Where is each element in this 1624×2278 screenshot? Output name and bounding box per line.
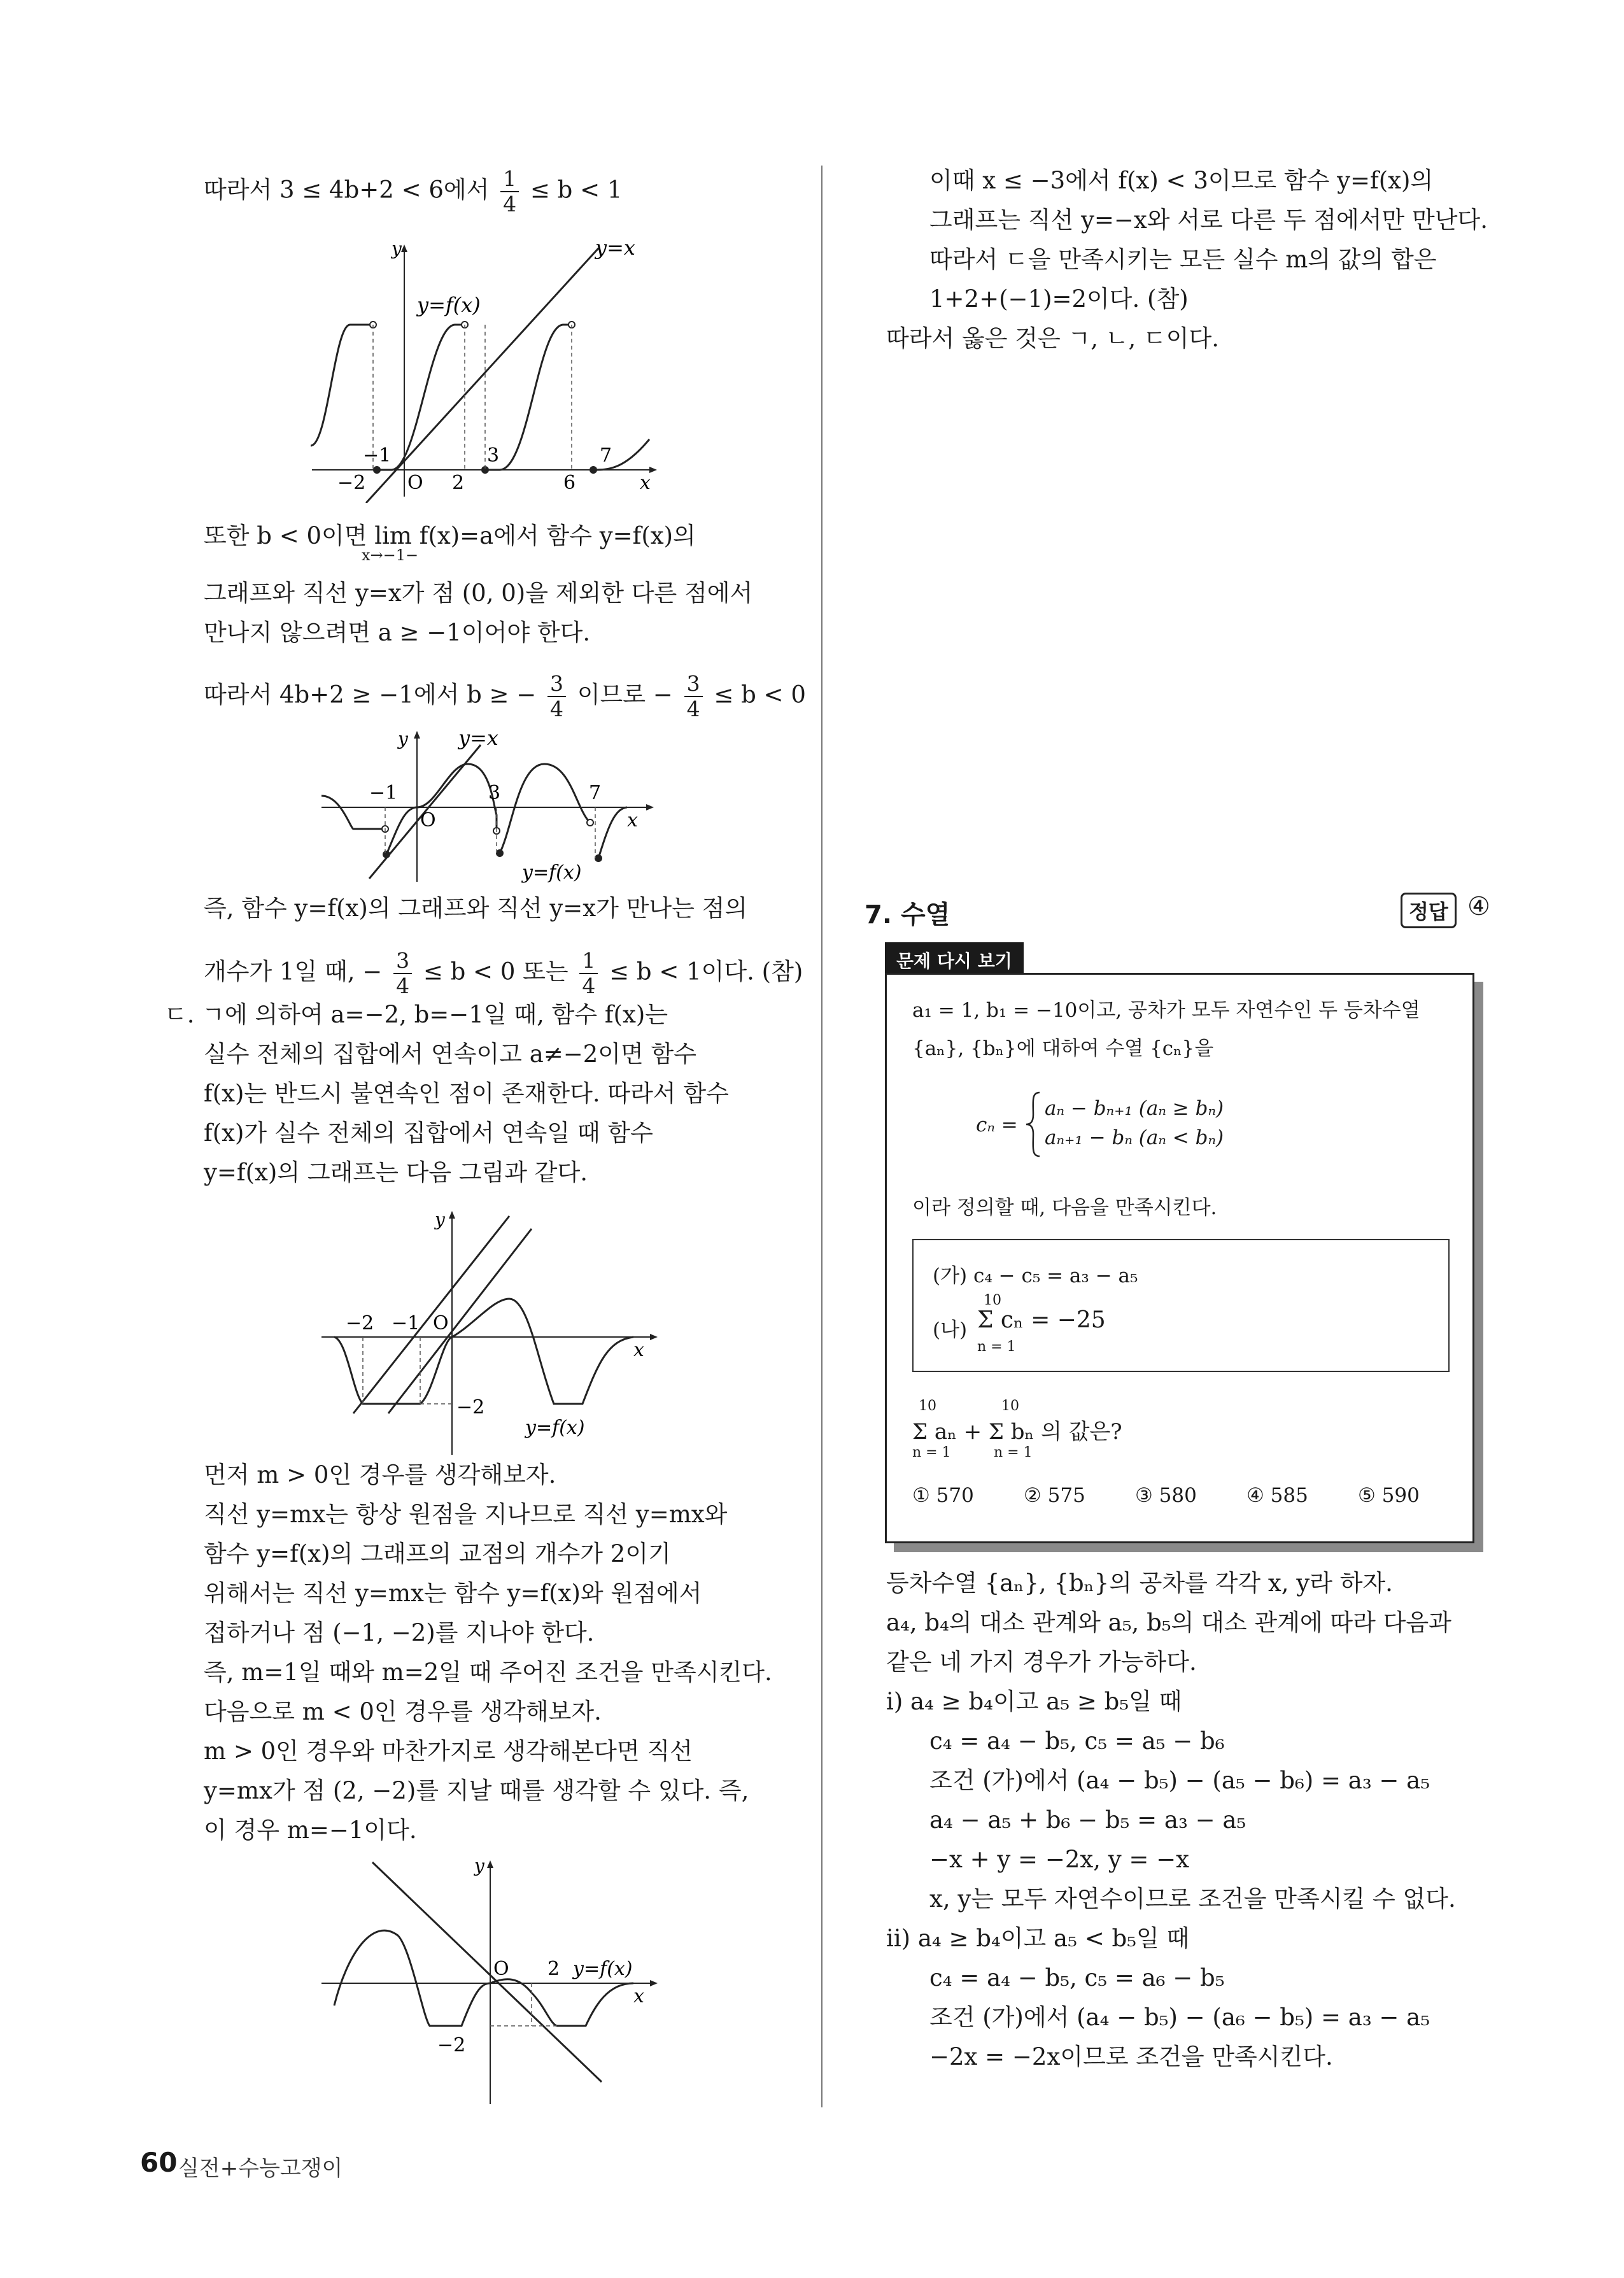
text-line: −x + y = −2x, y = −x <box>929 1846 1190 1873</box>
axis-label: y <box>435 1209 445 1230</box>
graph-figure-4 <box>315 1853 672 2107</box>
text-segment: 개수가 1일 때, − <box>204 958 383 986</box>
function-label: y=f(x) <box>522 861 582 884</box>
line-y-eq-x <box>366 248 598 503</box>
column-divider <box>821 166 823 2107</box>
text-line: m > 0인 경우와 마찬가지로 생각해본다면 직선 <box>204 1737 693 1765</box>
axis-label: y <box>398 728 408 749</box>
text-segment: 따라서 4b+2 ≥ −1에서 b ≥ − <box>204 681 537 709</box>
tick-label: −2 <box>456 1396 485 1418</box>
origin-label: O <box>420 809 436 831</box>
text-segment: 이므로 − <box>577 681 673 709</box>
tick-label: −2 <box>437 2034 466 2056</box>
text-line: 등차수열 {aₙ}, {bₙ}의 공차를 각각 x, y라 하자. <box>886 1569 1393 1597</box>
text-line: y=f(x)의 그래프는 다음 그림과 같다. <box>204 1159 588 1186</box>
fraction-denominator: 4 <box>686 697 700 721</box>
tick-label: 7 <box>600 444 612 467</box>
text-line: f(x)가 실수 전체의 집합에서 연속일 때 함수 <box>204 1119 653 1147</box>
fraction <box>547 672 566 721</box>
text-line: 실수 전체의 집합에서 연속이고 a≠−2이면 함수 <box>204 1040 697 1068</box>
origin-label: O <box>493 1958 509 1980</box>
y-axis-arrow <box>449 1211 455 1219</box>
tick-label: 7 <box>589 782 602 804</box>
tick-label: −1 <box>369 782 398 804</box>
fraction <box>500 167 519 216</box>
axis-label: x <box>627 809 638 831</box>
sum-upper: 10 <box>919 1398 936 1414</box>
choice-4[interactable]: ④ 585 <box>1246 1484 1308 1507</box>
fraction <box>684 672 703 721</box>
sum-lower: n = 1 <box>994 1445 1033 1461</box>
fraction-numerator: 1 <box>500 167 519 192</box>
text-line: 조건 (가)에서 (a₄ − b₅) − (a₅ − b₆) = a₃ − a₅ <box>929 1767 1430 1794</box>
text-line: f(x)는 반드시 불연속인 점이 존재한다. 따라서 함수 <box>204 1080 729 1107</box>
tick-label: 2 <box>547 1958 560 1980</box>
curve-segment <box>500 764 589 853</box>
function-label: y=f(x) <box>417 293 481 317</box>
limit-subscript: x→−1− <box>362 546 419 564</box>
text-line: 함수 y=f(x)의 그래프의 교점의 개수가 2이기 <box>204 1540 671 1567</box>
text-line: 즉, 함수 y=f(x)의 그래프와 직선 y=x가 만나는 점의 <box>204 895 748 922</box>
text-line: ㄷ. ㄱ에 의하여 a=−2, b=−1일 때, 함수 f(x)는 <box>164 1001 668 1028</box>
fraction-denominator: 4 <box>582 973 596 998</box>
text-line: 1+2+(−1)=2이다. (참) <box>929 285 1189 313</box>
problem-text: 이라 정의할 때, 다음을 만족시킨다. <box>912 1196 1217 1219</box>
fraction-numerator: 3 <box>684 672 703 697</box>
text-line: a₄, b₄의 대소 관계와 a₅, b₅의 대소 관계에 따라 다음과 <box>886 1609 1451 1636</box>
curve-segment <box>598 807 627 858</box>
tick-label: −2 <box>337 472 366 494</box>
book-title: 실전+수능고쟁이 <box>178 2156 343 2181</box>
question-ask: Σ aₙ + Σ bₙ 의 값은? <box>912 1419 1122 1445</box>
brace-icon <box>1024 1089 1043 1159</box>
axis-label: x <box>633 1985 644 2007</box>
question-heading: 7. 수열 <box>865 900 950 930</box>
text-line <box>204 672 806 721</box>
axis-label: y <box>392 238 402 259</box>
open-point <box>587 819 593 826</box>
text-line: a₄ − a₅ + b₆ − b₅ = a₃ − a₅ <box>929 1806 1246 1834</box>
axis-label: x <box>640 472 651 494</box>
text-line <box>204 949 803 998</box>
text-line: 직선 y=mx는 항상 원점을 지나므로 직선 y=mx와 <box>204 1501 728 1528</box>
y-axis-arrow <box>401 244 407 252</box>
text-segment: ≤ b < 1이다. (참) <box>609 958 803 986</box>
text-line: 이 경우 m=−1이다. <box>204 1816 417 1844</box>
page-number: 60 <box>140 2147 178 2178</box>
problem-text: {aₙ}, {bₙ}에 대하여 수열 {cₙ}을 <box>912 1037 1214 1060</box>
text-segment: ≤ b < 0 또는 <box>423 958 568 986</box>
problem-box <box>885 973 1474 1543</box>
condition-ga: (가) c₄ − c₅ = a₃ − a₅ <box>933 1264 1138 1287</box>
fraction-denominator: 4 <box>503 192 517 216</box>
text-line: 따라서 옳은 것은 ㄱ, ㄴ, ㄷ이다. <box>886 325 1219 352</box>
origin-label: O <box>407 472 423 494</box>
condition-box <box>912 1239 1450 1372</box>
x-axis-arrow <box>646 804 654 810</box>
text-line: 그래프와 직선 y=x가 점 (0, 0)을 제외한 다른 점에서 <box>204 579 753 607</box>
problem-review-tab[interactable]: 문제 다시 보기 <box>885 942 1024 978</box>
curve-segment <box>386 764 497 854</box>
text-line: 또한 b < 0이면 lim f(x)=a에서 함수 y=f(x)의 <box>204 522 696 549</box>
text-line: 즉, m=1일 때와 m=2일 때 주어진 조건을 만족시킨다. <box>204 1659 772 1686</box>
y-axis-arrow <box>487 1860 493 1868</box>
graph-figure-2 <box>315 726 659 885</box>
closed-point <box>496 849 504 857</box>
tick-label: 3 <box>488 782 501 804</box>
text-segment: 따라서 3 ≤ 4b+2 < 6에서 <box>204 176 490 204</box>
y-axis-arrow <box>414 731 420 739</box>
text-line: 접하거나 점 (−1, −2)를 지나야 한다. <box>204 1619 595 1646</box>
tick-label: 6 <box>563 472 576 494</box>
line-label: y=x <box>458 726 498 750</box>
choice-3[interactable]: ③ 580 <box>1135 1484 1197 1507</box>
x-axis-arrow <box>650 1334 658 1340</box>
text-line: ⅰ) a₄ ≥ b₄이고 a₅ ≥ b₅일 때 <box>886 1688 1182 1715</box>
sum-lower: n = 1 <box>977 1339 1016 1355</box>
condition-na-label: (나) <box>933 1319 968 1341</box>
answer-badge: 정답 <box>1401 893 1457 928</box>
text-line: c₄ = a₄ − b₅, c₅ = a₆ − b₅ <box>929 1964 1225 1991</box>
fraction-numerator: 3 <box>547 672 566 697</box>
sum-upper: 10 <box>984 1292 1001 1308</box>
choice-2[interactable]: ② 575 <box>1024 1484 1085 1507</box>
text-line: 그래프는 직선 y=−x와 서로 다른 두 점에서만 만난다. <box>929 206 1488 234</box>
problem-text: a₁ = 1, b₁ = −10이고, 공차가 모두 자연수인 두 등차수열 <box>912 999 1420 1022</box>
case-line: aₙ − bₙ₊₁ (aₙ ≥ bₙ) <box>1045 1097 1224 1120</box>
text-line <box>204 167 622 216</box>
text-line: 만나지 않으려면 a ≥ −1이어야 한다. <box>204 619 591 646</box>
x-axis-arrow <box>650 1980 658 1986</box>
closed-point <box>383 851 390 858</box>
fraction-numerator: 3 <box>393 949 412 974</box>
text-line: ⅱ) a₄ ≥ b₄이고 a₅ < b₅일 때 <box>886 1925 1190 1952</box>
graph-figure-1 <box>306 236 662 503</box>
fraction-denominator: 4 <box>550 697 564 721</box>
answer-value: ④ <box>1467 892 1490 921</box>
function-label: y=f(x) <box>525 1417 585 1439</box>
text-line: 조건 (가)에서 (a₄ − b₅) − (a₆ − b₅) = a₃ − a₅ <box>929 2004 1430 2031</box>
choice-1[interactable]: ① 570 <box>912 1484 974 1507</box>
closed-point <box>595 854 602 862</box>
text-line: 같은 네 가지 경우가 가능하다. <box>886 1648 1197 1676</box>
closed-point <box>373 466 381 474</box>
condition-na-sum: Σ cₙ = −25 <box>977 1307 1106 1333</box>
text-line: 이때 x ≤ −3에서 f(x) < 3이므로 함수 y=f(x)의 <box>929 167 1434 194</box>
function-curve <box>334 1299 633 1404</box>
function-label: y=f(x) <box>573 1958 633 1980</box>
curve-segment <box>311 325 372 446</box>
line-label: y=x <box>595 236 635 260</box>
tick-label: 3 <box>487 444 500 467</box>
text-line: 위해서는 직선 y=mx는 함수 y=f(x)와 원점에서 <box>204 1580 702 1607</box>
fraction-denominator: 4 <box>396 973 410 998</box>
axis-label: y <box>474 1855 484 1876</box>
text-segment: ≤ b < 1 <box>530 176 623 204</box>
choice-5[interactable]: ⑤ 590 <box>1358 1484 1420 1507</box>
sum-upper: 10 <box>1001 1398 1019 1414</box>
text-line: y=mx가 점 (2, −2)를 지날 때를 생각할 수 있다. 즉, <box>204 1777 749 1804</box>
graph-figure-3 <box>315 1203 672 1458</box>
origin-label: O <box>433 1312 449 1334</box>
tick-label: −1 <box>392 1312 420 1334</box>
text-line: 다음으로 m < 0인 경우를 생각해보자. <box>204 1698 602 1725</box>
tick-label: 2 <box>452 472 465 494</box>
tick-label: −2 <box>346 1312 374 1334</box>
sum-lower: n = 1 <box>912 1445 951 1461</box>
text-line: c₄ = a₄ − b₅, c₅ = a₅ − b₆ <box>929 1727 1225 1755</box>
fraction <box>393 949 412 998</box>
text-segment: ≤ b < 0 <box>714 681 806 709</box>
closed-point <box>590 466 597 474</box>
fraction-numerator: 1 <box>579 949 598 974</box>
axis-label: x <box>633 1339 644 1361</box>
text-line: x, y는 모두 자연수이므로 조건을 만족시킬 수 없다. <box>929 1885 1456 1913</box>
case-line: aₙ₊₁ − bₙ (aₙ < bₙ) <box>1045 1126 1224 1149</box>
tick-label: −1 <box>363 444 392 467</box>
line-y-eq-neg-x <box>372 1862 602 2082</box>
text-line: −2x = −2x이므로 조건을 만족시킨다. <box>929 2043 1333 2070</box>
text-line: 따라서 ㄷ을 만족시키는 모든 실수 m의 값의 합은 <box>929 246 1437 273</box>
text-line: 먼저 m > 0인 경우를 생각해보자. <box>204 1461 556 1489</box>
cn-definition-label: cₙ = <box>976 1114 1018 1136</box>
fraction <box>579 949 598 998</box>
